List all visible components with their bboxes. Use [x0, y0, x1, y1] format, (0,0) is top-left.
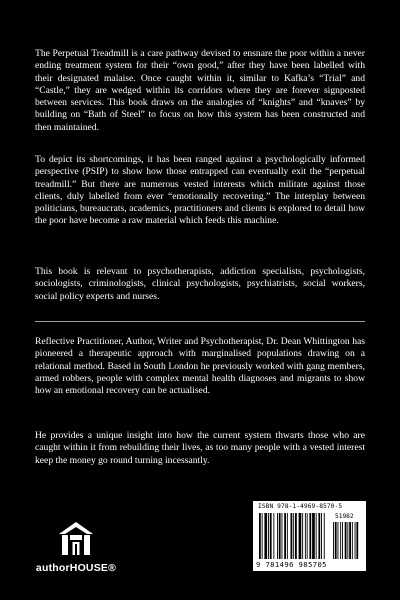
publisher-name: authorHOUSE® [35, 562, 117, 574]
description-block [35, 48, 365, 143]
description-block-2 [35, 154, 365, 237]
barcode-bar [262, 513, 263, 559]
description-paragraph-2: To depict its shortcomings, it has been ranged against a psychologically informed perspective (PSIP) to show how those entrapped can eventually exit the “perpetual treadmill.” But there are numerous vested interests which militate against those clients, duly labelled from ever “emotionally recovering.” The interplay between politicians, bureaucrats, academics, practitioners and clients is explored to detail how the poor have become a raw material which feeds this machine. [35, 154, 365, 227]
barcode-bar [270, 513, 272, 559]
barcode-addon-bar [340, 522, 341, 559]
barcode-bar [277, 513, 278, 559]
barcode-bar [264, 513, 267, 559]
barcode-bar [307, 513, 308, 559]
barcode-bar [302, 513, 303, 559]
barcode-bar [279, 513, 281, 559]
price-code: 51982 [335, 513, 354, 520]
barcode-bar [305, 513, 306, 559]
barcode-addon-bar [333, 522, 334, 559]
author-bio-block-2 [35, 430, 365, 476]
barcode-addon-bar [349, 522, 351, 559]
barcode-bar [318, 513, 320, 559]
barcode-bar [324, 513, 325, 559]
barcode-bar [312, 513, 315, 559]
barcode-bar [282, 513, 283, 559]
barcode-bar [287, 513, 288, 559]
description-paragraph-3: This book is relevant to psychotherapists, addiction specialists, psychologists, sociologists, criminologists, clinical psychologists, psychiatrists, social workers, social policy experts and nurses. [35, 266, 365, 302]
barcode-bar [293, 513, 294, 559]
isbn-label: ISBN 978-1-4969-8570-5 [258, 503, 343, 510]
barcode-bar [268, 513, 269, 559]
barcode-addon-bar [345, 522, 347, 559]
barcode-bar [299, 513, 302, 559]
barcode-bar [291, 513, 293, 559]
barcode-bar [309, 513, 311, 559]
section-divider [35, 321, 365, 322]
barcode-addon-bar [355, 522, 356, 559]
author-bio-block [35, 336, 365, 406]
description-paragraph-1: The Perpetual Treadmill is a care pathway devised to ensnare the poor within a never ending treatment system for their “own good,” after they have been labelled with their designated malaise. Once caught within it, similar to Kafka’s “Trial” and “Castle,” they are wedged within its corridors where they are forever signposted between services. This book draws on the analogies of “knights” and “knaves” by building on “Bath of Steel” to focus on how this system has been constructed and then maintained. [35, 48, 365, 133]
barcode-addon-bar [347, 522, 348, 559]
isbn-barcode [253, 501, 366, 571]
barcode-addon-bar [356, 522, 358, 559]
barcode-addon-bar [338, 522, 339, 559]
barcode-bar [295, 513, 297, 559]
barcode-bar [321, 513, 322, 559]
barcode-addon-bar [342, 522, 343, 559]
barcode-bar [284, 513, 286, 559]
author-bio-paragraph-1: Reflective Practitioner, Author, Writer and Psychotherapist, Dr. Dean Whittington has pioneered a therapeutic approach with marginalised populations drawing on a relational method. Based in South London he previously worked with gang members, armed robbers, people with complex mental health diagnoses and migrants to show how an emotional recovery can be actualised. [35, 336, 365, 397]
barcode-bar [259, 513, 261, 559]
barcode-addon-bar [352, 522, 353, 559]
author-bio-paragraph-2: He provides a unique insight into how the current system thwarts those who are caught within it from rebuilding their lives, as too many people with a vested interest keep the money go round turning incessantly. [35, 430, 365, 466]
description-block-3 [35, 266, 365, 312]
ean-number: 9 781496 985705 [256, 560, 327, 569]
barcode-bar [273, 513, 274, 559]
barcode-addon-bar [335, 522, 337, 559]
barcode-bar [316, 513, 317, 559]
authorhouse-logo-icon [56, 520, 96, 558]
publisher-logo [31, 520, 121, 580]
